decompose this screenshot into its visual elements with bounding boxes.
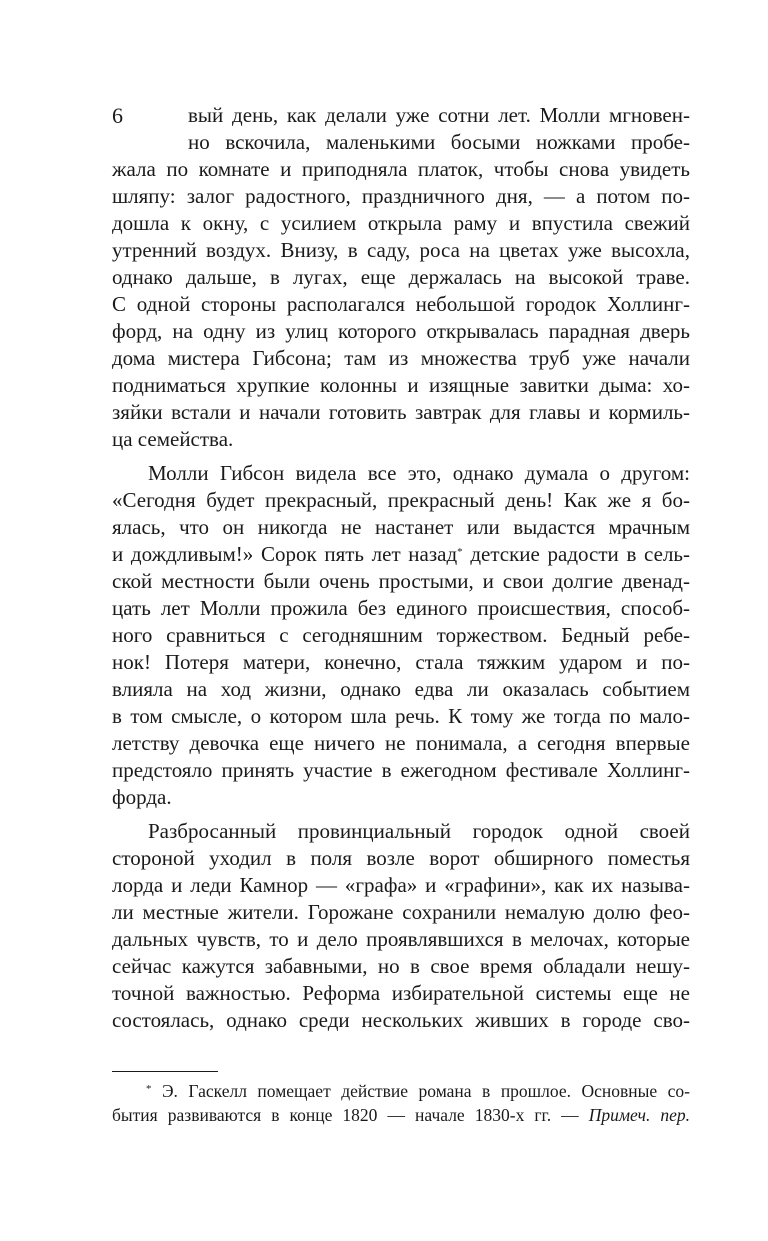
text-line: дома мистера Гибсона; там из множества труб уже начали (112, 346, 690, 370)
text-fragment: детские радости в сель- (470, 542, 690, 566)
text-line: вый день, как делали уже сотни лет. Молли мгновен- (188, 103, 690, 127)
text-line: летству девочка еще ничего не понимала, а сегодня впервые (112, 731, 690, 755)
text-line: нок! Потеря матери, конечно, стала тяжким ударом и по- (112, 650, 690, 674)
text-line: Разбросанный провинциальный городок одной своей (148, 819, 690, 843)
text-line: лорда и леди Камнор — «графа» и «графини», как их называ- (112, 873, 690, 897)
footnote-line (112, 1079, 690, 1103)
text-line: цать лет Молли прожила без единого происшествия, способ- (112, 596, 690, 620)
text-line: ли местные жители. Горожане сохранили немалую долю фео- (112, 900, 690, 924)
text-line: сейчас кажутся забавными, но в свое время обладали нешу- (112, 954, 690, 978)
text-line: шляпу: залог радостного, праздничного дня, — а потом по- (112, 184, 690, 208)
text-line: предстояло принять участие в ежегодном фестивале Холлинг- (112, 758, 690, 782)
text-line: «Сегодня будет прекрасный, прекрасный день! Как же я бо- (112, 488, 690, 512)
text-line: форд, на одну из улиц которого открывалась парадная дверь (112, 319, 690, 343)
footnote-text: бытия развиваются в конце 1820 — начале 1830-х гг. — (112, 1105, 579, 1125)
text-line: Молли Гибсон видела все это, однако думала о другом: (148, 461, 690, 485)
text-line: состоялась, однако среди нескольких живших в городе сво- (112, 1008, 690, 1032)
page-number: 6 (112, 103, 123, 128)
text-line: зяйки встали и начали готовить завтрак для главы и кормиль- (112, 400, 690, 424)
footnote-marker: * (146, 1083, 152, 1095)
text-line: жала по комнате и приподняла платок, чтобы снова увидеть (112, 157, 690, 181)
footnote-note: Примеч. пер. (588, 1105, 691, 1125)
text-fragment: и дождливым!» Сорок пять лет назад (112, 542, 458, 566)
text-line: в том смысле, о котором шла речь. К тому же тогда по мало- (112, 704, 690, 728)
text-line: подниматься хрупкие колонны и изящные завитки дыма: хо- (112, 373, 690, 397)
text-line: ской местности были очень простыми, и свои долгие двенад- (112, 569, 690, 593)
text-line: ца семейства. (112, 427, 234, 451)
footnote-marker: * (457, 546, 463, 558)
text-line: стороной уходил в поля возле ворот обширного поместья (112, 846, 690, 870)
text-line: дальных чувств, то и дело проявлявшихся в мелочах, которые (112, 927, 690, 951)
text-line: дошла к окну, с усилием открыла раму и впустила свежий (112, 211, 690, 235)
text-line: влияла на ход жизни, однако едва ли оказалась событием (112, 677, 690, 701)
text-line: С одной стороны располагался небольшой городок Холлинг- (112, 292, 690, 316)
text-line (112, 541, 690, 568)
text-line: но вскочила, маленькими босыми ножками пробе- (188, 130, 690, 154)
footnote-text: Э. Гаскелл помещает действие романа в прошлое. Основные со- (162, 1081, 690, 1101)
text-line: утренний воздух. Внизу, в саду, роса на цветах уже высохла, (112, 238, 690, 262)
footnote-divider (112, 1071, 218, 1072)
text-line: ялась, что он никогда не настанет или выдастся мрачным (112, 515, 690, 539)
text-line: точной важностью. Реформа избирательной системы еще не (112, 981, 690, 1005)
text-line: ного сравниться с сегодняшним торжеством. Бедный ребе- (112, 623, 690, 647)
text-line: однако дальше, в лугах, еще держалась на высокой траве. (112, 265, 690, 289)
footnote-line (112, 1103, 690, 1127)
text-line: форда. (112, 785, 172, 809)
